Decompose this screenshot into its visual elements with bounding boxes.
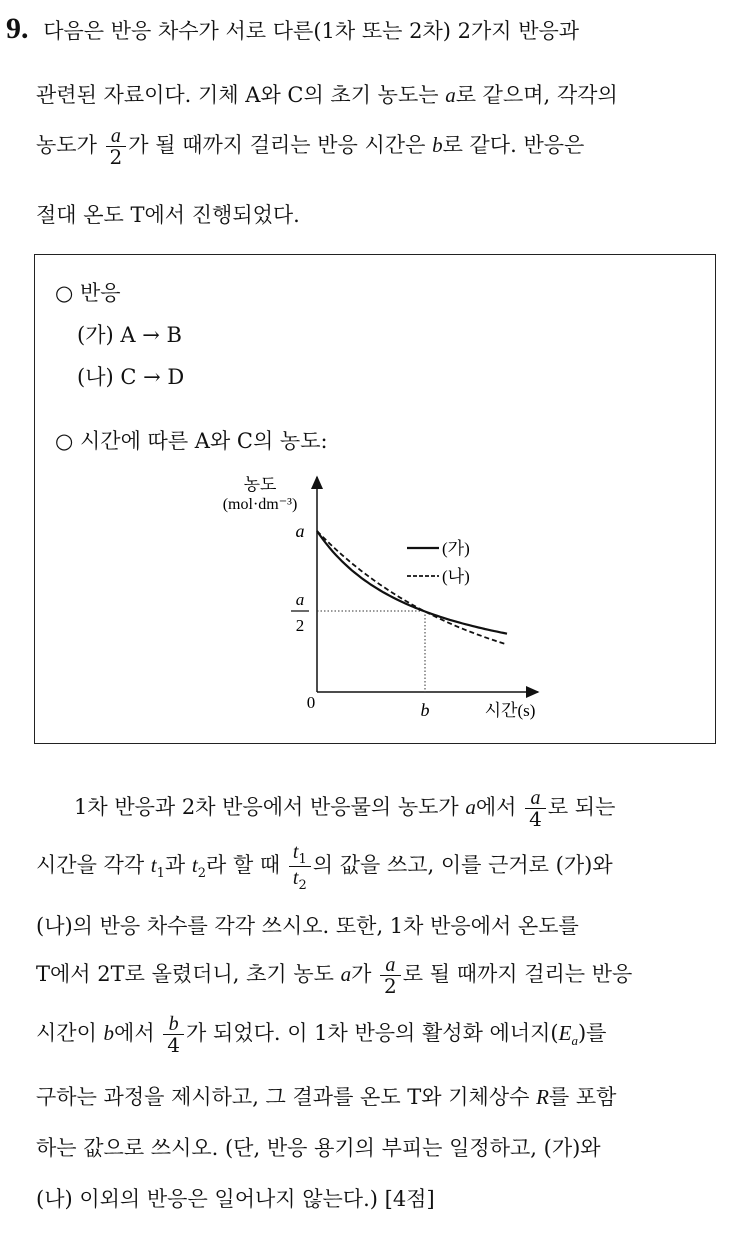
intro-line-4: 절대 온도 T에서 진행되었다.	[36, 203, 300, 227]
x-axis-label: 시간(s)	[484, 701, 536, 720]
y-tick-a: a	[295, 521, 305, 541]
intro-line-3: 농도가 $\frac{a}{2}$ 가 될 때까지 걸리는 반응 시간은 b로 같다. 반응은	[36, 125, 585, 169]
legend-ga-label: (가)	[442, 539, 470, 558]
body-line-6: 구하는 과정을 제시하고, 그 결과를 온도 T와 기체상수 R를 포함	[36, 1085, 617, 1109]
body-line-1: 1차 반응과 2차 반응에서 반응물의 농도가 a에서 $\frac{a}{4}$ 로 되는	[74, 787, 616, 831]
intro-line-2: 관련된 자료이다. 기체 A와 C의 초기 농도는 a로 같으며, 각각의	[36, 83, 618, 107]
legend-na-label: (나)	[442, 567, 470, 586]
y-tick-half-den: 2	[295, 616, 305, 635]
reactions-header: ○ 반응	[55, 281, 121, 305]
y-axis-label-2: (mol·dm⁻³)	[222, 496, 298, 513]
concentration-chart	[35, 255, 715, 743]
fraction-a-over-4: $\frac{a}{4}$	[525, 788, 546, 829]
body-line-2: 시간을 각각 $t_1$과 $t_2$라 할 때 $\frac{t_1}{t_2}$ 의 값을 쓰고, 이를 근거로 (가)와	[36, 841, 613, 893]
series-ga-line	[317, 531, 507, 634]
intro-line-1: 9. 다음은 반응 차수가 서로 다른(1차 또는 2차) 2가지 반응과	[6, 12, 580, 45]
body-line-3: (나)의 반응 차수를 각각 쓰시오. 또한, 1차 반응에서 온도를	[36, 914, 579, 938]
body-line-8: (나) 이외의 반응은 일어나지 않는다.) [4점]	[36, 1187, 435, 1211]
body-line-7: 하는 값으로 쓰시오. (단, 반응 용기의 부피는 일정하고, (가)와	[36, 1136, 601, 1160]
data-box	[34, 254, 716, 744]
body-line-4: T에서 2T로 올렸더니, 초기 농도 a가 $\frac{a}{2}$ 로 될 때까지 걸리는 반응	[36, 954, 633, 998]
fraction-a-over-2-body: $\frac{a}{2}$	[380, 955, 401, 996]
x-tick-b: b	[420, 700, 430, 720]
reaction-ga: (가) A → B	[77, 323, 182, 347]
y-tick-half-num: a	[295, 590, 305, 609]
fraction-t1-over-t2: $\frac{t_1}{t_2}$	[289, 841, 311, 892]
y-axis-label-1: 농도	[243, 475, 277, 494]
graph-header: ○ 시간에 따른 A와 C의 농도:	[55, 429, 328, 453]
question-number: 9.	[6, 12, 29, 45]
fraction-b-over-4: $\frac{b}{4}$	[163, 1014, 184, 1055]
origin-label: 0	[306, 693, 316, 712]
body-line-5: 시간이 b에서 $\frac{b}{4}$ 가 되었다. 이 1차 반응의 활성화 에너지$(E_a)$를	[36, 1013, 607, 1057]
fraction-a-over-2: $\frac{a}{2}$	[106, 126, 127, 167]
reaction-na: (나) C → D	[77, 365, 185, 389]
